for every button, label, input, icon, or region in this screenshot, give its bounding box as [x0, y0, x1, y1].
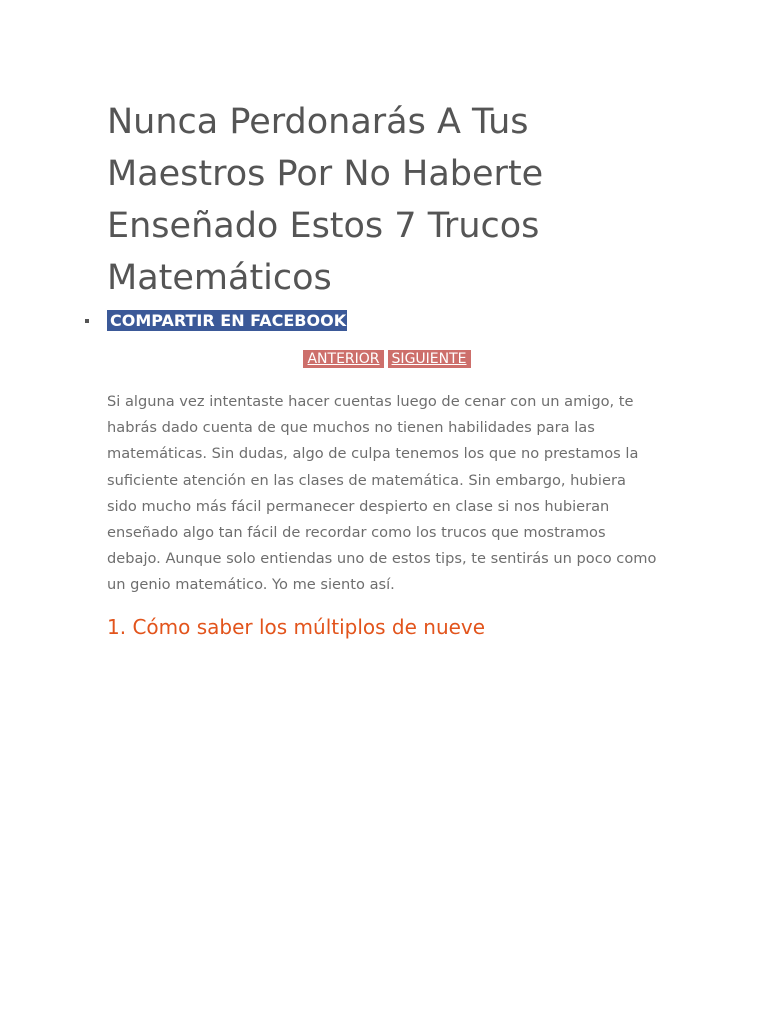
pagination: [107, 350, 667, 370]
share-facebook-button[interactable]: COMPARTIR EN FACEBOOK: [107, 310, 347, 331]
section-heading-1: 1. Cómo saber los múltiplos de nueve: [107, 614, 486, 639]
article: [107, 96, 667, 641]
share-list-item: [107, 310, 667, 331]
previous-button[interactable]: ANTERIOR: [303, 350, 383, 368]
intro-paragraph: Si alguna vez intentaste hacer cuentas luego de cenar con un amigo, te habrás dado cuenta de que muchos no tienen habilidades para las matemáticas. Sin dudas, algo de culpa tenemos los que no prestamos la suficiente atención en las clases de matemática. Sin embargo, hubiera sido mucho más fácil permanecer despierto en clase si nos hubieran enseñado algo tan fácil de recordar como los trucos que mostramos debajo. Aunque solo entiendas uno de estos tips, te sentirás un poco como un genio matemático. Yo me siento así.: [107, 393, 657, 594]
article-title: Nunca Perdonarás A Tus Maestros Por No Haberte Enseñado Estos 7 Trucos Matemáticos: [107, 102, 544, 298]
next-button[interactable]: SIGUIENTE: [388, 350, 471, 368]
bullet-icon: [85, 319, 89, 323]
share-list: [107, 310, 667, 332]
